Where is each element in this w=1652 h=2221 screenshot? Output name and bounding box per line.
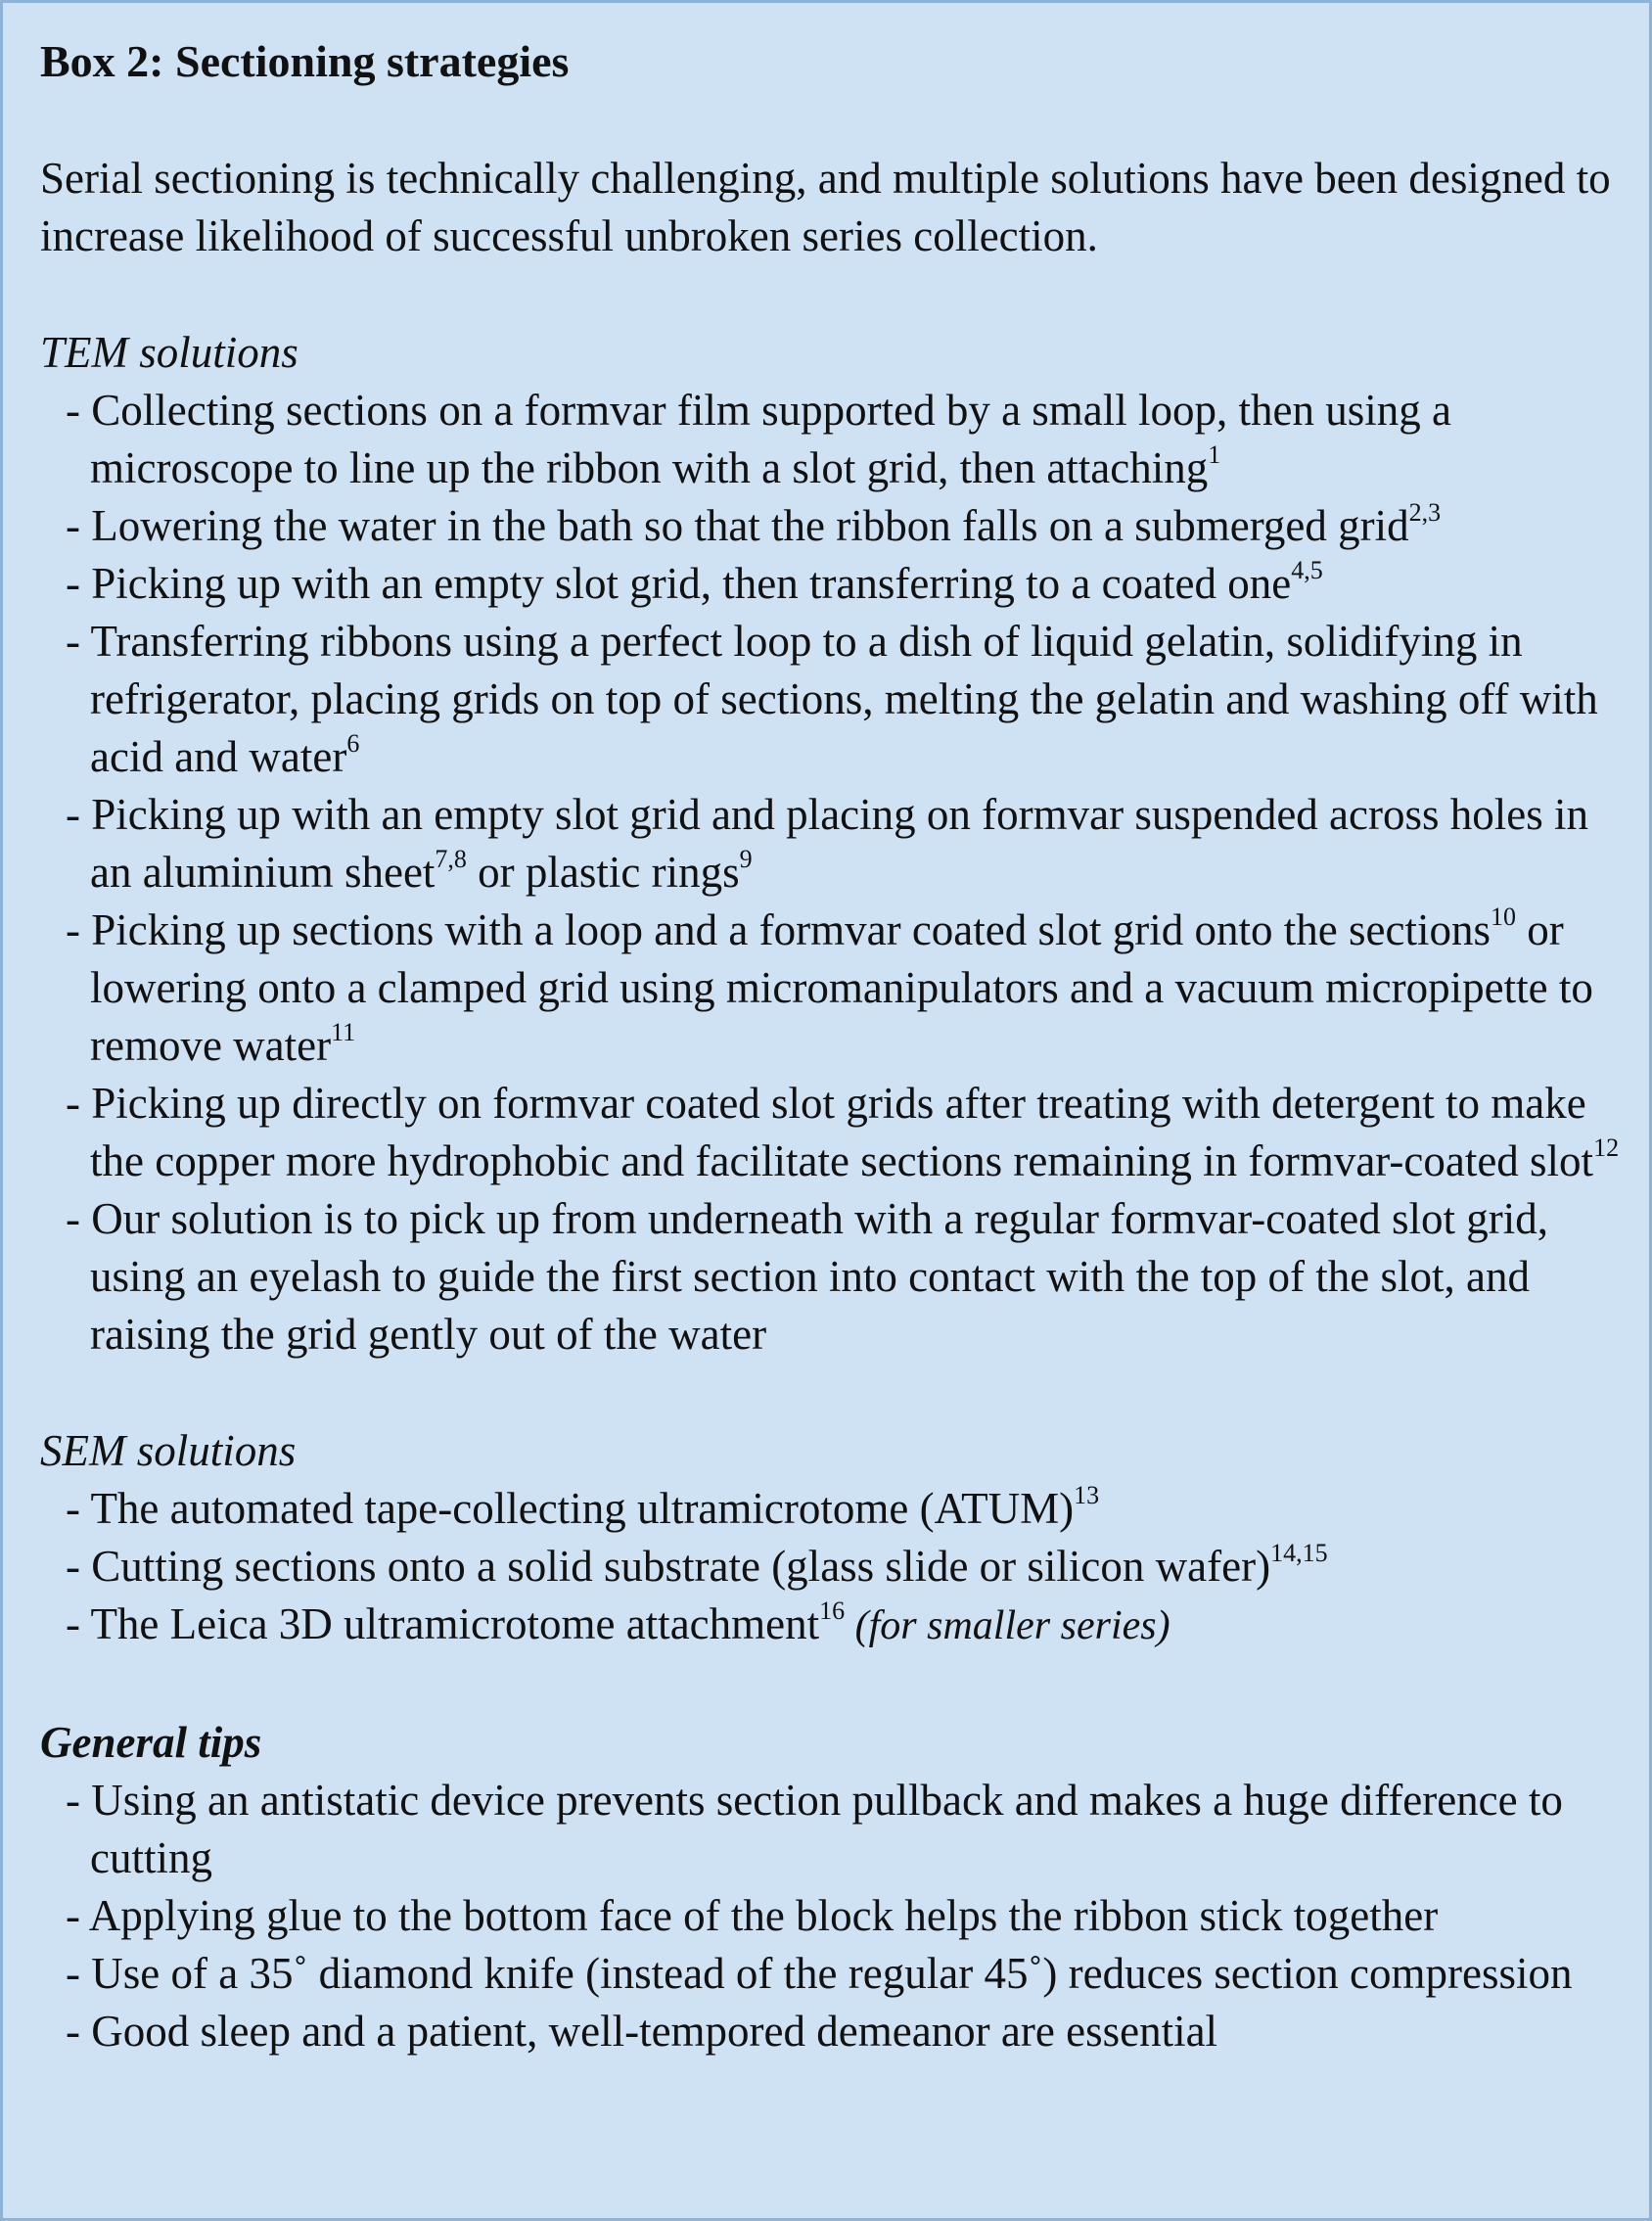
box-title: Box 2: Sectioning strategies — [40, 36, 570, 86]
list-item: - Lowering the water in the bath so that the ribbon falls on a submerged grid$^{2,3}$ — [66, 498, 1442, 550]
list-item: - Cutting sections onto a solid substrate (glass slide or silicon wafer)$^{14,15}$ — [66, 1539, 1328, 1591]
tem-heading: TEM solutions — [40, 328, 298, 377]
list-item: - Collecting sections on a formvar film supported by a small loop, then using a microscope to line up the ribbon with a slot grid, then attaching$^1$ — [66, 386, 1451, 492]
sem-list — [40, 1480, 1626, 1655]
list-item: - The Leica 3D ultramicrotome attachment$^{16}$ (for smaller series) — [66, 1596, 1170, 1648]
list-item: - Good sleep and a patient, well-tempored demeanor are essential — [66, 2007, 1218, 2056]
intro-paragraph: Serial sectioning is technically challenging, and multiple solutions have been designed to increase likelihood of successful unbroken series collection. — [40, 154, 1611, 260]
list-item: - Picking up directly on formvar coated slot grids after treating with detergent to make the copper more hydrophobic and facilitate sections remaining in formvar-coated slot$^{12}$ — [66, 1079, 1620, 1185]
list-item: - Picking up with an empty slot grid and placing on formvar suspended across holes in an aluminium sheet$^{7,8}$ or plastic rings$^9$ — [66, 790, 1588, 897]
list-item: - Applying glue to the bottom face of the block helps the ribbon stick together — [66, 1891, 1439, 1940]
tips-list — [40, 1772, 1626, 2060]
list-item: - Transferring ribbons using a perfect loop to a dish of liquid gelatin, solidifying in refrigerator, placing grids on top of sections, melting the gelatin and washing off with acid and water$^6$ — [66, 617, 1598, 781]
list-item: - The automated tape-collecting ultramicrotome (ATUM)$^{13}$ — [66, 1481, 1100, 1533]
box-content — [40, 24, 1626, 2060]
list-item: - Use of a 35˚ diamond knife (instead of the regular 45˚) reduces section compression — [66, 1949, 1573, 1998]
list-item: - Using an antistatic device prevents section pullback and makes a huge difference to cutting — [66, 1776, 1563, 1882]
sem-heading: SEM solutions — [40, 1426, 297, 1475]
list-item: - Picking up with an empty slot grid, then transferring to a coated one$^{4,5}$ — [66, 556, 1323, 608]
tem-list — [40, 382, 1626, 1364]
list-item: - Our solution is to pick up from underneath with a regular formvar-coated slot grid, using an eyelash to guide the first section into contact with the top of the slot, and raising the grid gently out of the water — [66, 1194, 1548, 1359]
list-item: - Picking up sections with a loop and a formvar coated slot grid onto the sections$^{10}$ or lowering onto a clamped grid using micromanipulators and a vacuum micropipette to remove water$^{11}$ — [66, 902, 1593, 1070]
tips-heading: General tips — [40, 1718, 262, 1767]
